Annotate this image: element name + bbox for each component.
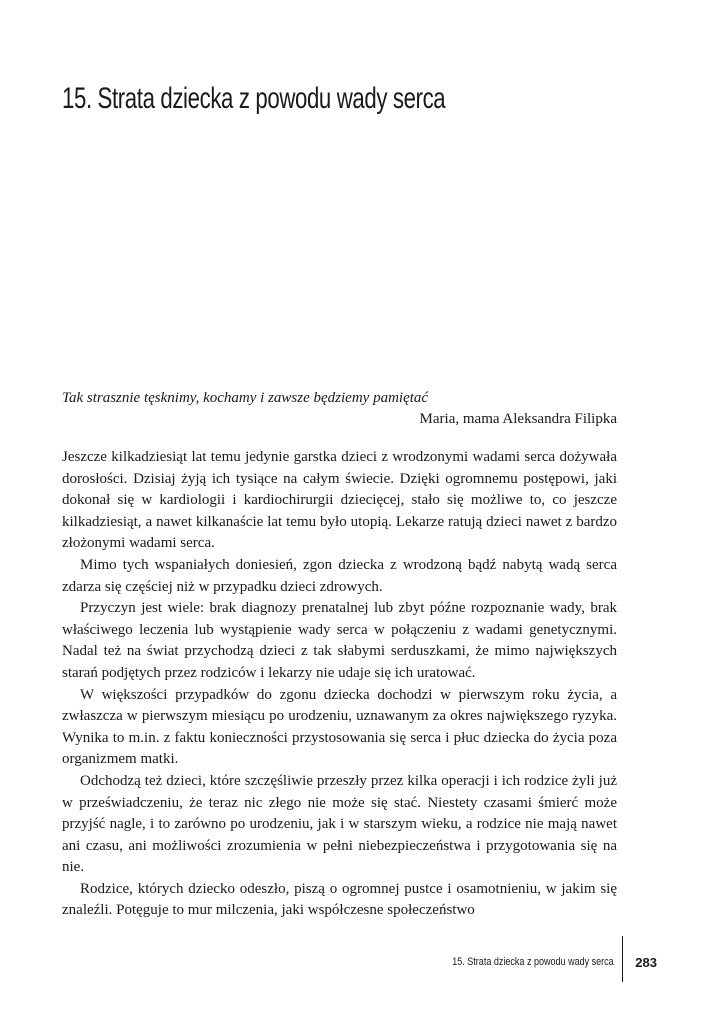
paragraph: W większości przypadków do zgonu dziecka dochodzi w pierwszym roku życia, a zwłaszcza w pierwszym miesiącu po urodzeniu, uznawanym za okres największego ryzyka. Wynika to m.in. z faktu konieczności przystosowania się serca i płuc dziecka do życia poza organizmem matki.	[62, 686, 617, 768]
epigraph-author: Maria, mama Aleksandra Filipka	[419, 411, 617, 427]
page-number: 283	[635, 955, 657, 970]
page-footer	[415, 936, 657, 982]
epigraph	[62, 388, 617, 430]
epigraph-quote: Tak strasznie tęsknimy, kochamy i zawsze będziemy pamiętać	[62, 390, 429, 406]
running-head: 15. Strata dziecka z powodu wady serca	[452, 956, 615, 968]
paragraph: Rodzice, których dziecko odeszło, piszą o ogromnej pustce i osamotnieniu, w jakim się znaleźli. Potęguje to mur milczenia, jaki współczesne społeczeństwo	[62, 880, 617, 919]
paragraph: Odchodzą też dzieci, które szczęśliwie przeszły przez kilka operacji i ich rodzice żyli już w przeświadczeniu, że teraz nic złego nie może się stać. Niestety czasami śmierć może przyjść nagle, i to zarówno po urodzeniu, jak i w starszym wieku, a rodzice nie mają nawet ani czasu, ani możliwości zrozumienia w pełni niebezpieczeństwa i przygotowania się na nie.	[62, 772, 617, 876]
body-text	[62, 447, 617, 922]
paragraph: Przyczyn jest wiele: brak diagnozy prenatalnej lub zbyt późne rozpoznanie wady, brak właściwego leczenia lub wystąpienie wady serca w połączeniu z wadami genetycznymi. Nadal też na świat przychodzą dzieci z tak słabymi serduszkami, że mimo największych starań podjętych przez rodziców i lekarzy nie udaje się ich uratować.	[62, 600, 617, 681]
paragraph: Jeszcze kilkadziesiąt lat temu jedynie garstka dzieci z wrodzonymi wadami serca dożywała dorosłości. Dzisiaj żyją ich tysiące na całym świecie. Dzięki ogromnemu postępowi, jaki dokonał się w kardiologii i kardiochirurgii dziecięcej, stało się możliwe to, co jeszcze kilkadziesiąt, a nawet kilkanaście lat temu było utopią. Lekarze ratują dzieci nawet z bardzo złożonymi wadami serca.	[62, 449, 617, 552]
paragraph: Mimo tych wspaniałych doniesień, zgon dziecka z wrodzoną bądź nabytą wadą serca zdarza się częściej niż w przypadku dzieci zdrowych.	[62, 556, 617, 595]
chapter-title: 15. Strata dziecka z powodu wady serca	[62, 82, 446, 115]
